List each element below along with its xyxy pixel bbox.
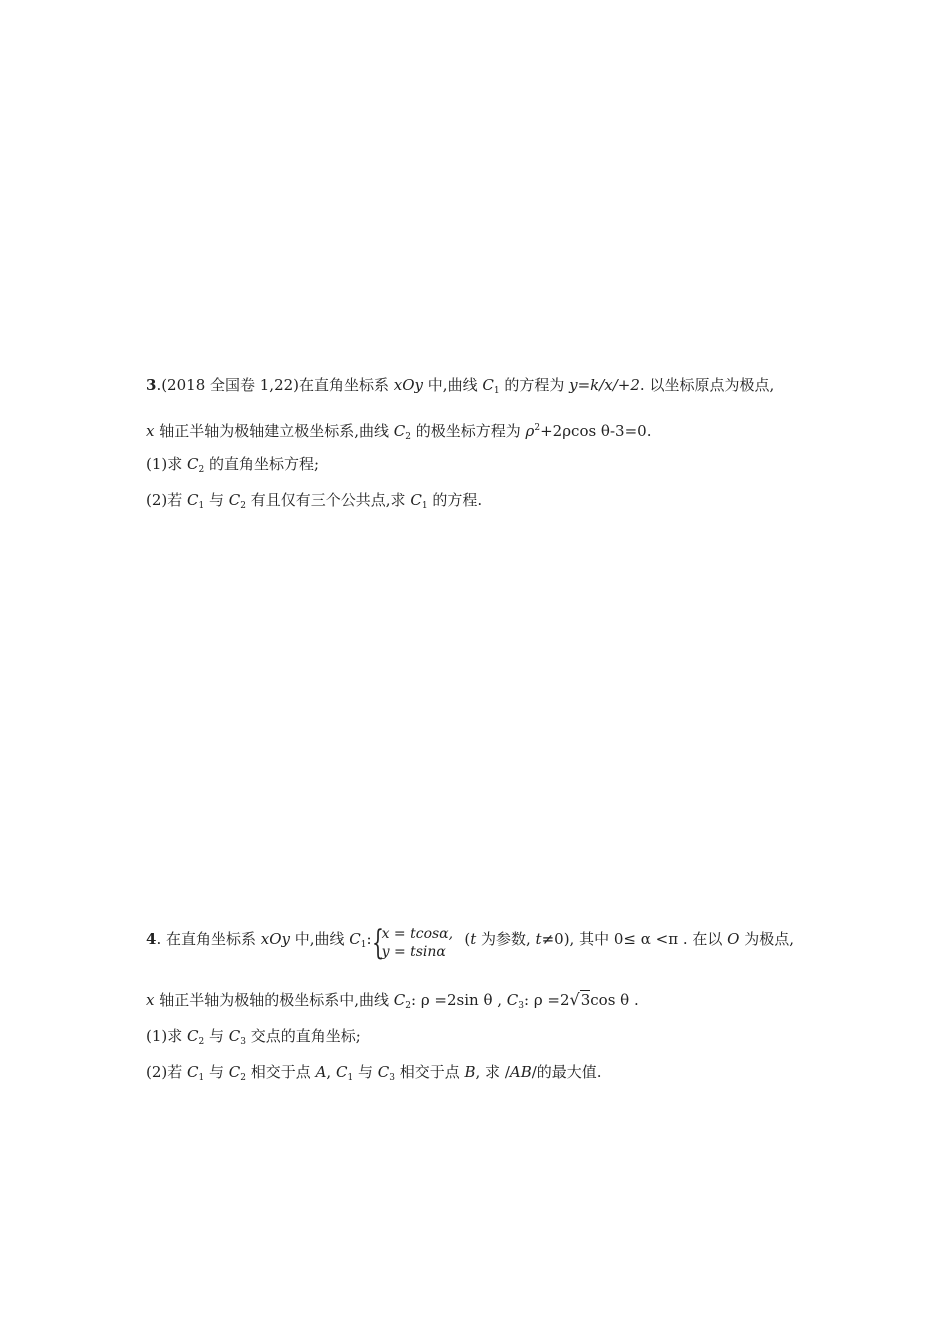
problem-4-part-2: (2)若 $C_1$ 与 $C_2$ 相交于点 A, $C_1$ 与 $C_3$ 相交于点 B, 求 /AB/的最大值. (146, 1063, 602, 1083)
problem-4-line-2: x 轴正半轴为极轴的极坐标系中,曲线 $C_2$: ρ =2sin θ , $C_3$: ρ =2√3cos θ . (146, 990, 639, 1011)
parametric-system (371, 923, 460, 964)
problem-4-number: 4 (146, 930, 157, 948)
problem-4-part-1: (1)求 $C_2$ 与 $C_3$ 交点的直角坐标; (146, 1027, 361, 1047)
problem-3-polar-equation: +2ρcos θ-3=0. (540, 422, 652, 440)
problem-3-equation: y=k/x/+2 (569, 376, 640, 394)
problem-3-part-1: (1)求 $C_2$ 的直角坐标方程; (146, 455, 320, 475)
problem-4-line-1: 4. 在直角坐标系 xOy 中,曲线 $C_1$: { x = tcosα, y = tsinα (t 为参数, t≠0), 其中 0≤ α <π . 在以 O 为极点, (146, 923, 794, 963)
problem-3-line-2: x 轴正半轴为极轴建立极坐标系,曲线 $C_2$ 的极坐标方程为 $\rho^2+2\rho\cos$ θ-3=0. (146, 422, 652, 442)
left-brace: { (371, 923, 384, 963)
problem-3-part-2: (2)若 $C_1$ 与 $C_2$ 有且仅有三个公共点,求 $C_1$ 的方程. (146, 491, 483, 511)
parametric-x-equation: x = tcosα, (381, 926, 454, 942)
problem-3-line-1: 3.(2018 全国卷 1,22)在直角坐标系 xOy 中,曲线 $C_1$ 的方程为 y=k/x/+2. 以坐标原点为极点, (146, 376, 775, 396)
parametric-y-equation: y = tsinα (381, 944, 446, 960)
problem-3-number: 3 (146, 376, 157, 394)
square-root: √3 (569, 990, 591, 1009)
